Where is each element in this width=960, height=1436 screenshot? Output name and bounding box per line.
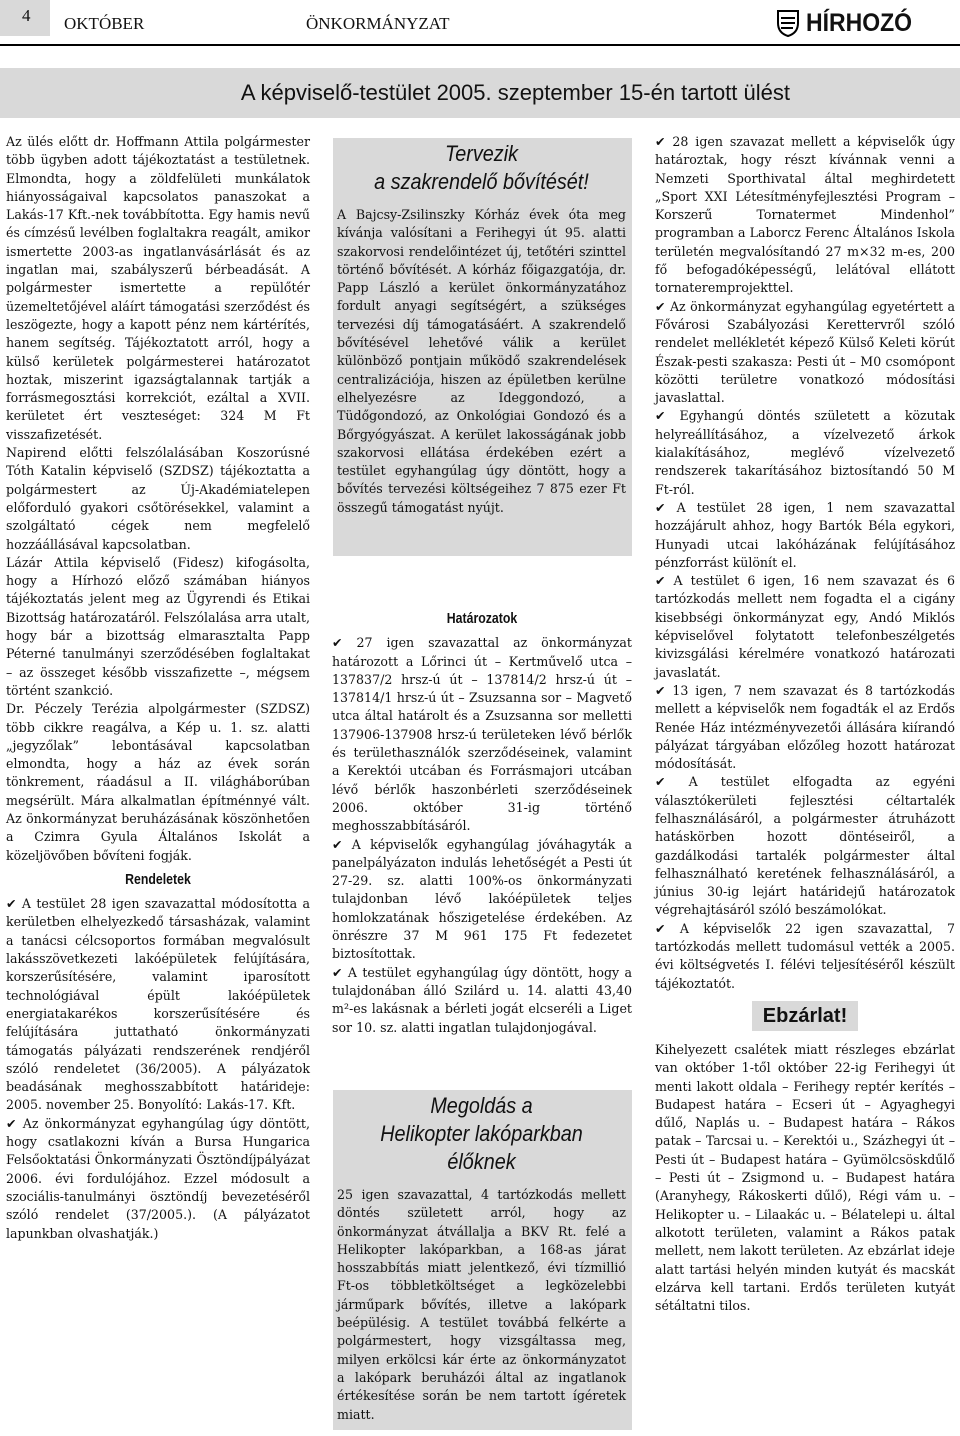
section-title: ÖNKORMÁNYZAT xyxy=(306,14,450,33)
paragraph: ✔ 13 igen, 7 nem szavazat és 8 tartózkodás mellett a képviselők nem fogadták el az Erdős Renée Ház intézményvezetői állására kiírandó pályázat tárgyában előzőleg hozott határozat módosítását. xyxy=(655,682,955,772)
column-left xyxy=(6,133,310,1243)
crest-icon xyxy=(776,9,800,37)
paragraph: ✔ 27 igen szavazattal az önkormányzat határozott a Lőrinci út – Kertművelő utca – 137837/2 hrsz-ú út – 137814/2 hrsz-ú út – 137814/1 hrsz-ú út – Zsuzsanna sor – Magvető utca által határolt és a Zsuzsanna sor melletti 137906-137908 hrsz-ú területeken lévő bérlők és területhasználók szerződéseinek, valamint a Kerektói utcában és Forrásmajori utcában lévő bérlők haszonbérleti szerződéseinek 2006. október 31-ig történő meghosszabbításáról. xyxy=(332,635,632,834)
page-number: 4 xyxy=(0,0,50,36)
box-title-line: Megoldás a xyxy=(430,1093,533,1118)
section-heading-rendeletek: Rendeletek xyxy=(125,870,191,888)
paragraph: ✔ 28 igen szavazat mellett a képviselők úgy határoztak, hogy részt kívánnak venni a Nemzeti Sporthivatal által meghirdetett „Sport XXI Létesítményfejlesztési Program – Korszerű Tornatermet Mindenhol” programban a Laborcz Ferenc Általános Iskola területén megvalósítandó 27 m×32 m-es, 200 fő befogadóképességű, lelátóval ellátott tornateremprojekttel. xyxy=(655,134,955,296)
paragraph: Napirend előtti felszólalásában Koszorúsné Tóth Katalin képviselő (SZDSZ) tájékoztatta a polgármestert az Új-Akadémiatelepen előforduló gyakori csőtörésekkel, valamint a szolgáltató cégek nem megfelelő hozzáállásával kapcsolatban. xyxy=(6,445,310,552)
masthead-logo xyxy=(776,8,958,38)
box-helikopter xyxy=(333,1090,632,1430)
ebzarlat-heading: Ebzárlat! xyxy=(752,1001,858,1031)
section-heading-hatarozatok: Határozatok xyxy=(446,610,518,627)
paragraph: ✔ Az önkormányzat egyhangúlag egyetértett a Fővárosi Szabályozási Kerettervről szóló rendelet mellékletét képező Külső Keleti körút Észak-pesti szakasza: Pesti út – M0 csomópont közötti területre vonatkozó módosítási javaslattal. xyxy=(655,298,955,406)
paragraph: Kihelyezett csalétek miatt részleges ebzárlat van október 1-től október 22-ig Ferihegyi út menti lakott oldala – Ferihegy reptér kerítés – Budapest határa – Ecseri út – Agyaghegyi dűlő, Naplás u. – Budapest határa – Rákos patak – Tarcsai u. – Kerektói u., Százhegyi út – Pesti út – Budapest határa – Gyümölcsöskdűlő – Pesti út – Zsigmond u. – Budapest határa (Aranyhegy, Rákoskerti dűlő), Régi vám u. – Helikopter u. – Lilaakác u. – Bélatelepi u. által alkotott területen, valamint a Rákos patak mellett, nem lakott területen. Az ebzárlat ideje alatt tartási helyén minden kutyát és macskát elzárva kell tartani. Erdős területen kutyát sétáltatni tilos. xyxy=(655,1041,955,1314)
box-title xyxy=(351,1092,611,1176)
paragraph: ✔ A testület egyhangúlag úgy döntött, hogy a tulajdonában álló Szilárd u. 14. alatti 43,40 m²-es lakásnak a bérleti jogát elcseréli a Liget sor 10. sz. alatti ingatlan tulajdonjogával. xyxy=(332,964,632,1035)
issue-month: OKTÓBER xyxy=(64,14,145,33)
box-title-line: Helikopter lakóparkban xyxy=(380,1121,583,1146)
box-title-line: Tervezik xyxy=(444,141,518,166)
paragraph: ✔ A testület 28 igen, 1 nem szavazattal hozzájárult ahhoz, hogy Bartók Béla egykori, Hunyadi utcai lakóházának felújításához pénzforrást különít el. xyxy=(655,499,955,570)
paragraph: ✔ Az önkormányzat egyhangúlag úgy döntött, hogy csatlakozni kíván a Bursa Hungarica Felsőoktatási Önkormányzati Ösztöndíjpályázat 2006. évi fordulójához. Ezzel módosult a szociális-tanulmányi ösztöndíj bevezetéséről szóló rendelet (37/2005.). (A pályázatot lapunkban olvashatják.) xyxy=(6,1115,310,1241)
header-divider xyxy=(0,44,960,46)
box-text: A Bajcsy-Zsilinszky Kórház évek óta meg kívánja valósítani a Ferihegyi út 95. alatti szakorvosi rendelőintézet új, tetőtéri szinttel történő bővítését. A kórház főigazgatója, dr. Papp László a kerület önkormányzatához fordult anyagi segítségért, a szükséges tervezési díj támogatásáért. A szakrendelő bővítésével lehetővé válik a kerület különböző pontjain működő szakrendelések centralizációja, hiszen az épületben kerülne elhelyezésre az Ideggondozó, a Tüdőgondozó, az Onkológiai Gondozó és a Bőrgyógyászat. A kerület lakosságának jobb szakorvosi ellátása érdekében ezért a testület egyhangúlag úgy döntött, hogy a bővítés tervezési költségeihez 7 875 ezer Ft összegű támogatást nyújt. xyxy=(337,207,626,515)
paragraph: Lázár Attila képviselő (Fidesz) kifogásolta, hogy a Hírhozó előző számában hiányos tájékoztatás jelent meg az Ügyrendi és Etikai Bizottság határozatáról. Felszólalása arra utalt, hogy bár a bizottság elmarasztalta Papp Péterné tanulmányi szerződésében foglaltakat – az összeget később visszafizette –, mégsem történt szankció. xyxy=(6,554,310,698)
box-text: 25 igen szavazattal, 4 tartózkodás mellett döntés született arról, hogy az önkormányzat átvállalja a BKV Rt. felé a Helikopter lakóparkban, a 168-as járat hosszabbítás miatt jelentkező, évi tízmillió Ft-os többletköltséget a legközelebbi járműpark bővítés, illetve a lakópark beépülésig. A testület továbbá felkérte a polgármestert, hogy vizsgáltassa meg, milyen erkölcsi kár érte az önkormányzatot a lakópark beruházói által az ingatlanok értékesítése során be nem tartott ígéretek miatt. xyxy=(337,1187,626,1422)
box-title-line: a szakrendelő bővítését! xyxy=(374,169,589,194)
column-right xyxy=(655,133,955,1315)
paragraph: Dr. Péczely Terézia alpolgármester (SZDSZ) több cikkre reagálva, a Kép u. 1. sz. alatti „jegyzőlak” lebontásával kapcsolatban elmondta, hogy a ház az évek során tönkrement, ráadásul a II. világháborúban megsérült. Mára alkalmatlan építménnyé vált. Az önkormányzat beruházásának köszönhetően a Czimra Gyula Általános Iskolát a közeljövőben bővíteni fogják. xyxy=(6,701,310,863)
paragraph: ✔ A képviselők 22 igen szavazattal, 7 tartózkodás mellett tudomásul vették a 2005. évi költségvetés I. félévi teljesítéséről készült tájékoztatót. xyxy=(655,920,955,991)
column-middle xyxy=(332,604,632,1037)
paragraph: ✔ Egyhangú döntés született a közutak helyreállításához, a vízelvezető árkok kialakításához, meglévő vízelvezető rendszerek takarításához biztosítandó 50 M Ft-ról. xyxy=(655,408,955,497)
paragraph: ✔ A testület 28 igen szavazattal módosította a kerületben elhelyezkedő társasházak, valamint a tanácsi célcsoportos formában megvalósult lakásszövetkezeti lakóépületek felújítására, korszerűsítésére, valamint iparosított technológiával épült lakóépületek energiatakarékos korszerűsítésére és felújítására juttatható önkormányzati támogatás pályázati rendszerének rendjéről szóló rendeletet (36/2005). A pályázatok beadásának meghosszabbított határideje: 2005. november 25. Bonyolító: Lakás-17. Kft. xyxy=(6,896,310,1113)
page-header xyxy=(0,0,960,50)
paragraph: ✔ A testület 6 igen, 16 nem szavazat és 6 tartózkodás mellett nem fogadta el a cigány kisebbségi önkormányzat egy, Andó Miklós képviselővel folytatott telefonbeszélgetés kivizsgálási kérelmére vonatkozó határozati javaslatát. xyxy=(655,573,955,680)
box-szakrendelo xyxy=(333,138,632,556)
intro-paragraph: Az ülés előtt dr. Hoffmann Attila polgármester több ügyben adott tájékoztatást a testületnek. Elmondta, hogy a zöldfelületi munkálatok hiányosságaival kapcsolatos panaszokat a Lakás-17 Kft.-nek továbbította. Egy hamis nevű és címzésű levélben foglaltakra reagált, amikor ismertette 2003-as ingatlanvásárlását és az ingatlan mai, szabályszerű bérbeadását. A polgármester ismertette a repülőtér üzemeltetőjével aláírt támogatási szerződést és leszögezte, hogy a kapott pénz nem kártérítés, hanem segítség. Tájékoztatott arról, hogy a külső kerületek polgármesterei határozatot hoztak, miszerint igazságtalannak tartják a forrásmegosztási korrekciót, ezáltal a XVII. kerületet ért veszteséget: 324 M Ft visszafizetését. xyxy=(6,134,310,442)
box-title-line: élőknek xyxy=(447,1149,516,1174)
banner-title: A képviselő-testület 2005. szeptember 15-én tartott ülést xyxy=(240,80,790,105)
logo-text: HÍRHOZÓ xyxy=(806,8,913,37)
box-title xyxy=(351,140,611,196)
paragraph: ✔ A testület elfogadta az egyéni választókerületi fejlesztési céltartalék felhasználásáról, a polgármester átruházott hatáskörben hozott döntéseiről, a gazdálkodási tartalék polgármester által felhasználható keretének felhasználásáról, a június 30-ig lejárt határidejű határozatok végrehajtásáról szóló beszámolókat. xyxy=(655,774,955,918)
paragraph: ✔ A képviselők egyhangúlag jóváhagyták a panelpályázaton indulás lehetőségét a Pesti út 27-29. sz. alatti 100%-os önkormányzati tulajdonban lévő lakóépületek teljes homlokzatának hőszigetelése érdekében. Az önrészre 37 M 961 175 Ft fedezetet biztosítottak. xyxy=(332,836,632,962)
title-banner xyxy=(0,68,960,118)
